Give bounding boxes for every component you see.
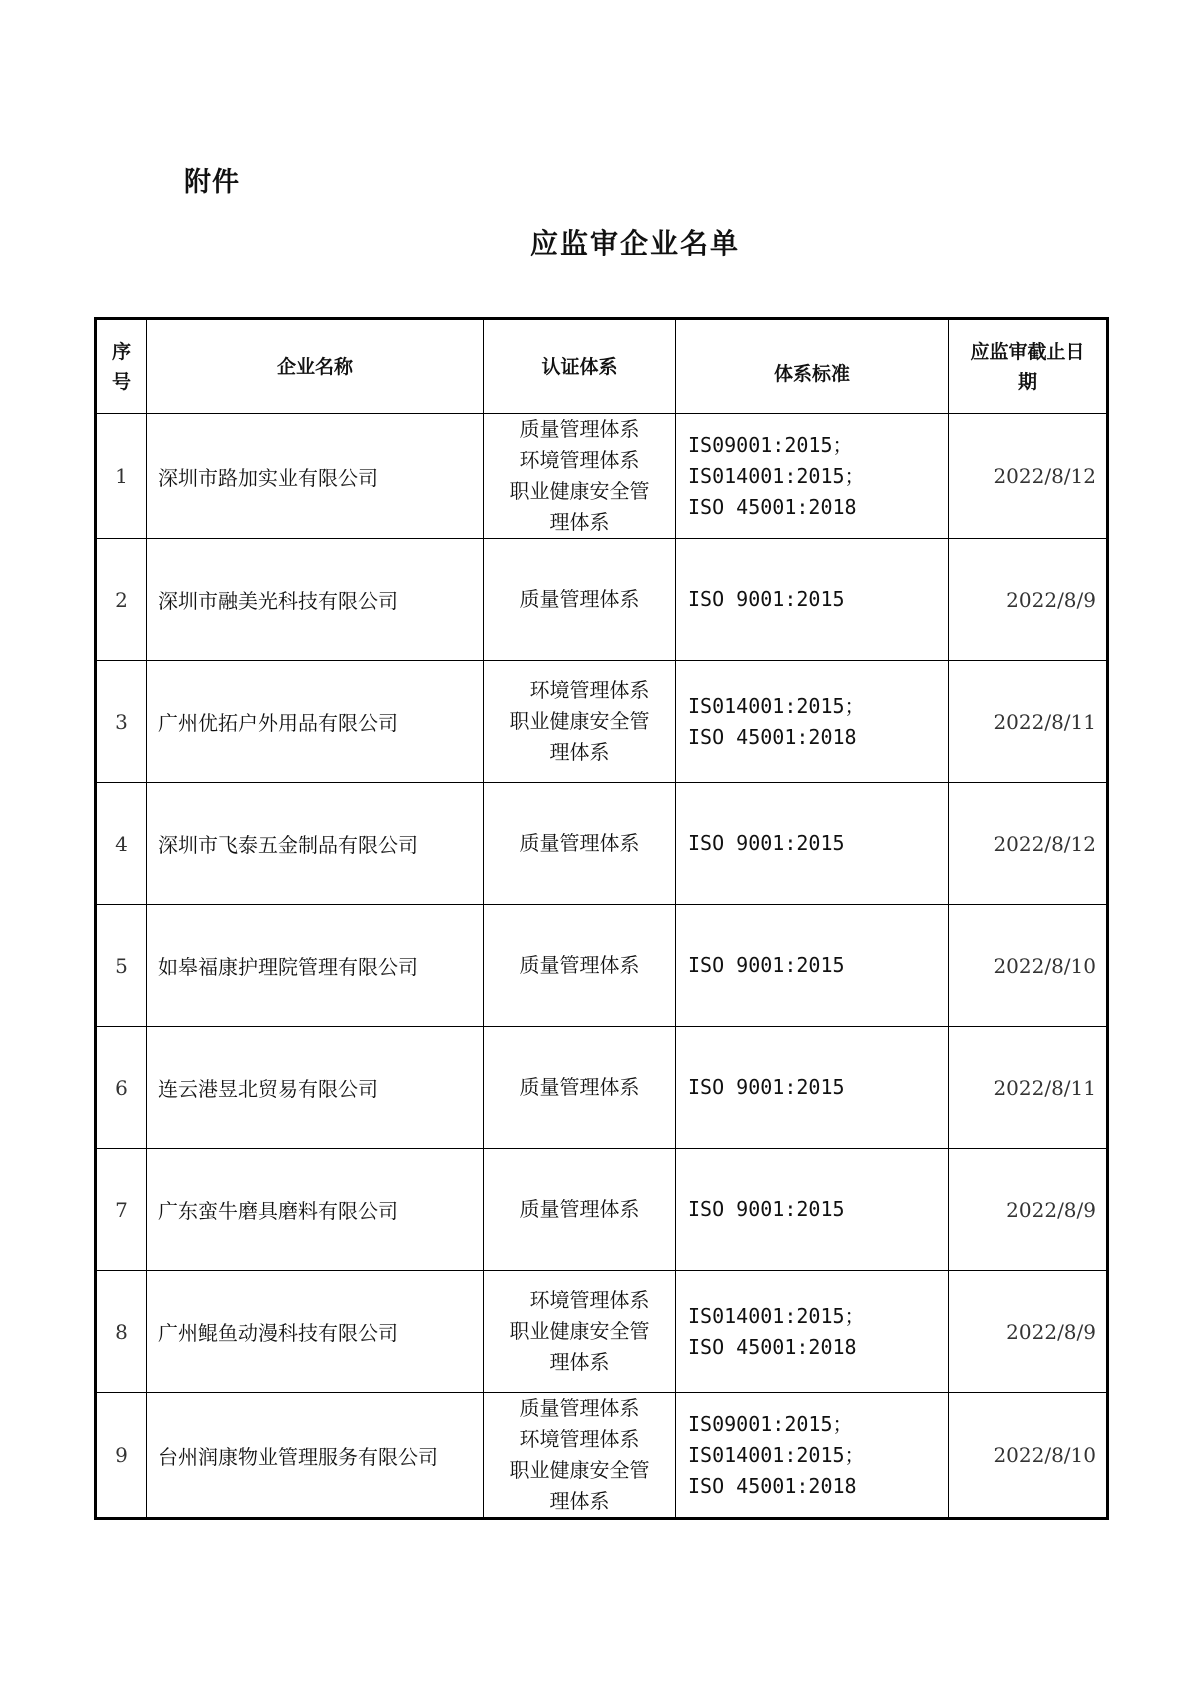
certification-system-line: 质量管理体系 (519, 417, 640, 441)
system-standard-cell (676, 1393, 949, 1519)
enterprise-name-cell: 广州鲲鱼动漫科技有限公司 (147, 1271, 484, 1393)
enterprise-list-table (94, 317, 1109, 1520)
table-row (96, 1027, 1108, 1149)
audit-deadline-cell: 2022/8/9 (949, 539, 1108, 661)
certification-system-line: 职业健康安全管 (509, 1458, 650, 1482)
enterprise-name-cell: 深圳市路加实业有限公司 (147, 414, 484, 539)
system-standard-line: ISO 45001:2018 (688, 1473, 857, 1498)
system-standard-cell (676, 539, 949, 661)
serial-number-cell: 2 (96, 539, 147, 661)
serial-number-cell: 9 (96, 1393, 147, 1519)
system-standard-line: IS09001:2015； (688, 432, 853, 457)
header-serial-line-2: 号 (111, 370, 131, 393)
table-row (96, 414, 1108, 539)
certification-system-cell (484, 1271, 676, 1393)
table-body (96, 414, 1108, 1519)
system-standard-line: ISO 9001:2015 (688, 587, 845, 611)
serial-number-cell: 6 (96, 1027, 147, 1149)
certification-system-line: 质量管理体系 (519, 1396, 640, 1420)
certification-system-line: 职业健康安全管 (509, 479, 650, 503)
certification-system-line: 质量管理体系 (519, 1197, 640, 1221)
certification-system-cell (484, 661, 676, 783)
certification-system-cell (484, 905, 676, 1027)
system-standard-cell (676, 783, 949, 905)
certification-system-line: 理体系 (549, 1350, 610, 1374)
audit-deadline-cell: 2022/8/11 (949, 661, 1108, 783)
enterprise-name-cell: 如皋福康护理院管理有限公司 (147, 905, 484, 1027)
system-standard-line: ISO 9001:2015 (688, 1197, 845, 1221)
certification-system-line: 职业健康安全管 (509, 709, 650, 733)
certification-system-line: 理体系 (549, 510, 610, 534)
header-serial-number (96, 319, 147, 414)
certification-system-line: 质量管理体系 (519, 953, 640, 977)
system-standard-line: ISO 45001:2018 (688, 1334, 857, 1359)
audit-deadline-cell: 2022/8/12 (949, 414, 1108, 539)
system-standard-line: IS014001:2015； (688, 463, 865, 488)
table-row (96, 1393, 1108, 1519)
certification-system-line: 理体系 (549, 740, 610, 764)
enterprise-name-cell: 深圳市融美光科技有限公司 (147, 539, 484, 661)
enterprise-name-cell: 连云港昱北贸易有限公司 (147, 1027, 484, 1149)
system-standard-cell (676, 661, 949, 783)
enterprise-name-cell: 广东蛮牛磨具磨料有限公司 (147, 1149, 484, 1271)
system-standard-cell (676, 905, 949, 1027)
system-standard-line: IS014001:2015； (688, 1303, 865, 1328)
audit-deadline-cell: 2022/8/9 (949, 1149, 1108, 1271)
audit-deadline-cell: 2022/8/12 (949, 783, 1108, 905)
system-standard-line: ISO 9001:2015 (688, 831, 845, 855)
enterprise-name-cell: 台州润康物业管理服务有限公司 (147, 1393, 484, 1519)
serial-number-cell: 1 (96, 414, 147, 539)
enterprise-name-cell: 深圳市飞泰五金制品有限公司 (147, 783, 484, 905)
serial-number-cell: 4 (96, 783, 147, 905)
table-row (96, 539, 1108, 661)
enterprise-name-cell: 广州优拓户外用品有限公司 (147, 661, 484, 783)
certification-system-cell (484, 539, 676, 661)
certification-system-line: 质量管理体系 (519, 1075, 640, 1099)
table-row (96, 661, 1108, 783)
certification-system-line: 质量管理体系 (519, 831, 640, 855)
header-audit-deadline (949, 319, 1108, 414)
serial-number-cell: 3 (96, 661, 147, 783)
certification-system-line: 环境管理体系 (519, 1427, 640, 1451)
serial-number-cell: 8 (96, 1271, 147, 1393)
certification-system-line: 环境管理体系 (509, 1288, 650, 1312)
certification-system-cell (484, 1393, 676, 1519)
system-standard-line: IS09001:2015； (688, 1411, 853, 1436)
table-row (96, 783, 1108, 905)
certification-system-cell (484, 1149, 676, 1271)
system-standard-line: ISO 9001:2015 (688, 953, 845, 977)
audit-deadline-cell: 2022/8/9 (949, 1271, 1108, 1393)
attachment-label: 附件 (184, 167, 240, 198)
system-standard-line: IS014001:2015； (688, 693, 865, 718)
system-standard-line: ISO 45001:2018 (688, 494, 857, 519)
audit-deadline-cell: 2022/8/10 (949, 1393, 1108, 1519)
system-standard-cell (676, 1027, 949, 1149)
document-title: 应监审企业名单 (529, 227, 740, 260)
header-deadline-line-2: 期 (1017, 370, 1037, 393)
header-deadline-line-1: 应监审截止日 (970, 340, 1085, 363)
table-row (96, 1271, 1108, 1393)
certification-system-line: 质量管理体系 (519, 587, 640, 611)
system-standard-line: ISO 45001:2018 (688, 724, 857, 749)
serial-number-cell: 7 (96, 1149, 147, 1271)
serial-number-cell: 5 (96, 905, 147, 1027)
header-enterprise-name: 企业名称 (147, 319, 484, 414)
certification-system-cell (484, 1027, 676, 1149)
certification-system-line: 理体系 (549, 1489, 610, 1513)
system-standard-cell (676, 1271, 949, 1393)
table-row (96, 1149, 1108, 1271)
header-serial-line-1: 序 (111, 340, 131, 363)
system-standard-line: ISO 9001:2015 (688, 1075, 845, 1099)
audit-deadline-cell: 2022/8/11 (949, 1027, 1108, 1149)
system-standard-line: IS014001:2015； (688, 1442, 865, 1467)
certification-system-cell (484, 414, 676, 539)
audit-deadline-cell: 2022/8/10 (949, 905, 1108, 1027)
certification-system-line: 环境管理体系 (509, 678, 650, 702)
header-certification-system: 认证体系 (484, 319, 676, 414)
certification-system-line: 环境管理体系 (519, 448, 640, 472)
system-standard-cell (676, 414, 949, 539)
header-system-standard: 体系标准 (676, 319, 949, 414)
table-row (96, 905, 1108, 1027)
certification-system-cell (484, 783, 676, 905)
system-standard-cell (676, 1149, 949, 1271)
certification-system-line: 职业健康安全管 (509, 1319, 650, 1343)
table-header-row (96, 319, 1108, 414)
